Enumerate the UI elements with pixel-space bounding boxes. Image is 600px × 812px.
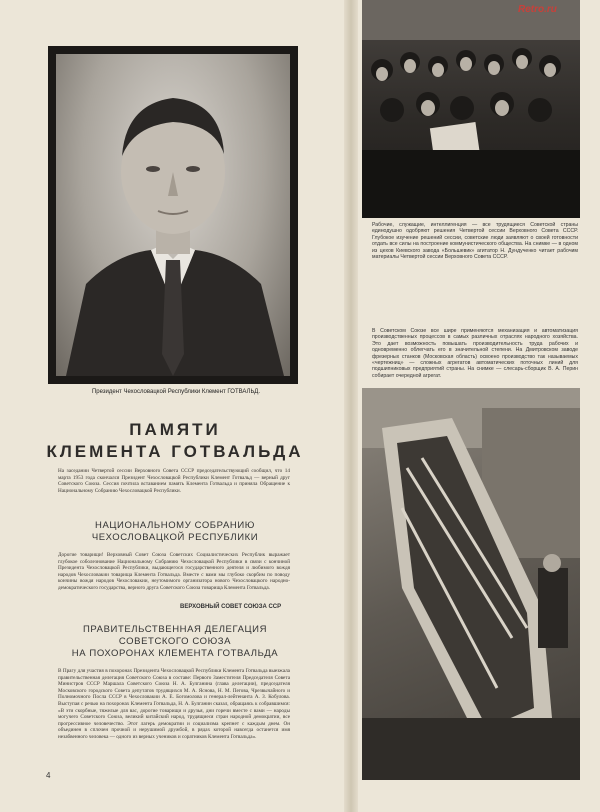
title-line-2: КЛЕМЕНТА ГОТВАЛЬДА: [46, 442, 304, 461]
section1-title-line-1: НАЦИОНАЛЬНОМУ СОБРАНИЮ: [95, 520, 255, 531]
photo1-caption: Рабочие, служащие, интеллигенция — все трудящиеся Советской страны единодушно одобряют решения Четвертой сессии Верховного Совета СССР. Глубокое изучение решений сессии, советские люди заявляют о своей готовности отдать все силы на построение коммунистического общества. На снимке — в одном из цехов Киевского завода «Большевик» агитатор Н. Дундученко читает рабочим материалы Четвертой сессии Верховного Совета СССР.: [372, 222, 578, 261]
section1-title: [40, 520, 310, 544]
page-number: 4: [46, 771, 51, 780]
section2-title-line-2: СОВЕТСКОГО СОЮЗА: [118, 636, 232, 647]
article-intro: На заседании Четвертой сессии Верховного Совета СССР председательствующий сообщил, что 14 марта 1953 года скончался Президент Чехословацкой Республики Клемент Готвальд — верный друг Советского Союза. Сессия почтила вставанием память Клемента Готвальда и приняла Обращение к Национальному Собранию Чехословацкой Республики.: [58, 468, 290, 494]
factory-assembly-photo: [362, 388, 580, 780]
section1-title-line-2: ЧЕХОСЛОВАЦКОЙ РЕСПУБЛИКИ: [91, 532, 259, 543]
section2-text: В Прагу для участия в похоронах Президента Чехословацкой Республики Клемента Готвальда выезжала правительственная делегация Советского Союза в составе: Первого Заместителя Председателя Совета Министров СССР Маршала Советского Союза Н. А. Булганина (глава делегации), председателя Московского городского Совета депутатов трудящихся М. А. Яснова, Н. М. Пегова, Чрезвычайного и Полномочного Посла СССР в Чехословакии А. Е. Богомолова и генерал-лейтенанта А. З. Кобулова. Выступая с речью на похоронах Клемента Готвальда, Н. А. Булганин сказал, обращаясь к собравшимся: «В эти скорбные, тяжелые для вас, дорогие товарищи и друзья, дни горечи вместе с вами — народы могучего Советского Союза, великий китайский народ, трудящиеся стран народной демократии, все прогрессивное человечество. Этот лагерь демократии и социализма крепнет с каждым днем. Он объединен в сплочен прочной и нерушимой дружбой, в рядах которой навсегда останется имя незабвенного человека — одного из верных учеников и соратников Клемента Готвальда».: [58, 668, 290, 740]
title-line-1: ПАМЯТИ: [129, 420, 221, 439]
portrait-caption: Президент Чехословацкой Республики Клемент ГОТВАЛЬД.: [91, 389, 261, 395]
section1-signature: ВЕРХОВНЫЙ СОВЕТ СОЮЗА ССР: [180, 604, 282, 610]
workers-meeting-photo: [362, 0, 580, 218]
photo2-caption: В Советском Союзе все шире применяются механизация и автоматизация производственных процессов в самых различных отраслях народного хозяйства. Это дает возможность повышать производительность труда рабочих и одновременно облегчать его в значительной степени. На Дмитровском заводе фрезерных станков (Московская область) освоено производство так называемых «чертежниц» — сложных агрегатов автоматических поточных линий для подшипниковых предприятий страны. На снимке — слесарь-сборщик В. А. Перин собирает очередной агрегат.: [372, 328, 578, 379]
watermark-logo: Retro.ru: [518, 4, 557, 15]
portrait-photo: [56, 54, 290, 376]
article-title: [40, 420, 310, 462]
section2-title-line-1: ПРАВИТЕЛЬСТВЕННАЯ ДЕЛЕГАЦИЯ: [82, 624, 268, 635]
page-gutter: [344, 0, 358, 812]
section2-title-line-3: НА ПОХОРОНАХ КЛЕМЕНТА ГОТВАЛЬДА: [71, 648, 279, 659]
section1-text: Дорогие товарищи! Верховный Совет Союза Советских Социалистических Республик выражает глубокое соболезнование Национальному Собранию Чехословацкой Республики в связи с кончиной Президента Чехословацкой Республики, выдающегося государственного деятеля и любимого вождя народов Чехословакии товарища Клемента Готвальда. Вместе с вами мы глубоко скорбим по поводу кончины вождя народов Чехословакии, неутомимого организатора нового Чехословацкого народно-демократического государства, верного друга Советского Союза товарища Клемента Готвальда.: [58, 552, 290, 591]
section2-title: [40, 624, 310, 660]
